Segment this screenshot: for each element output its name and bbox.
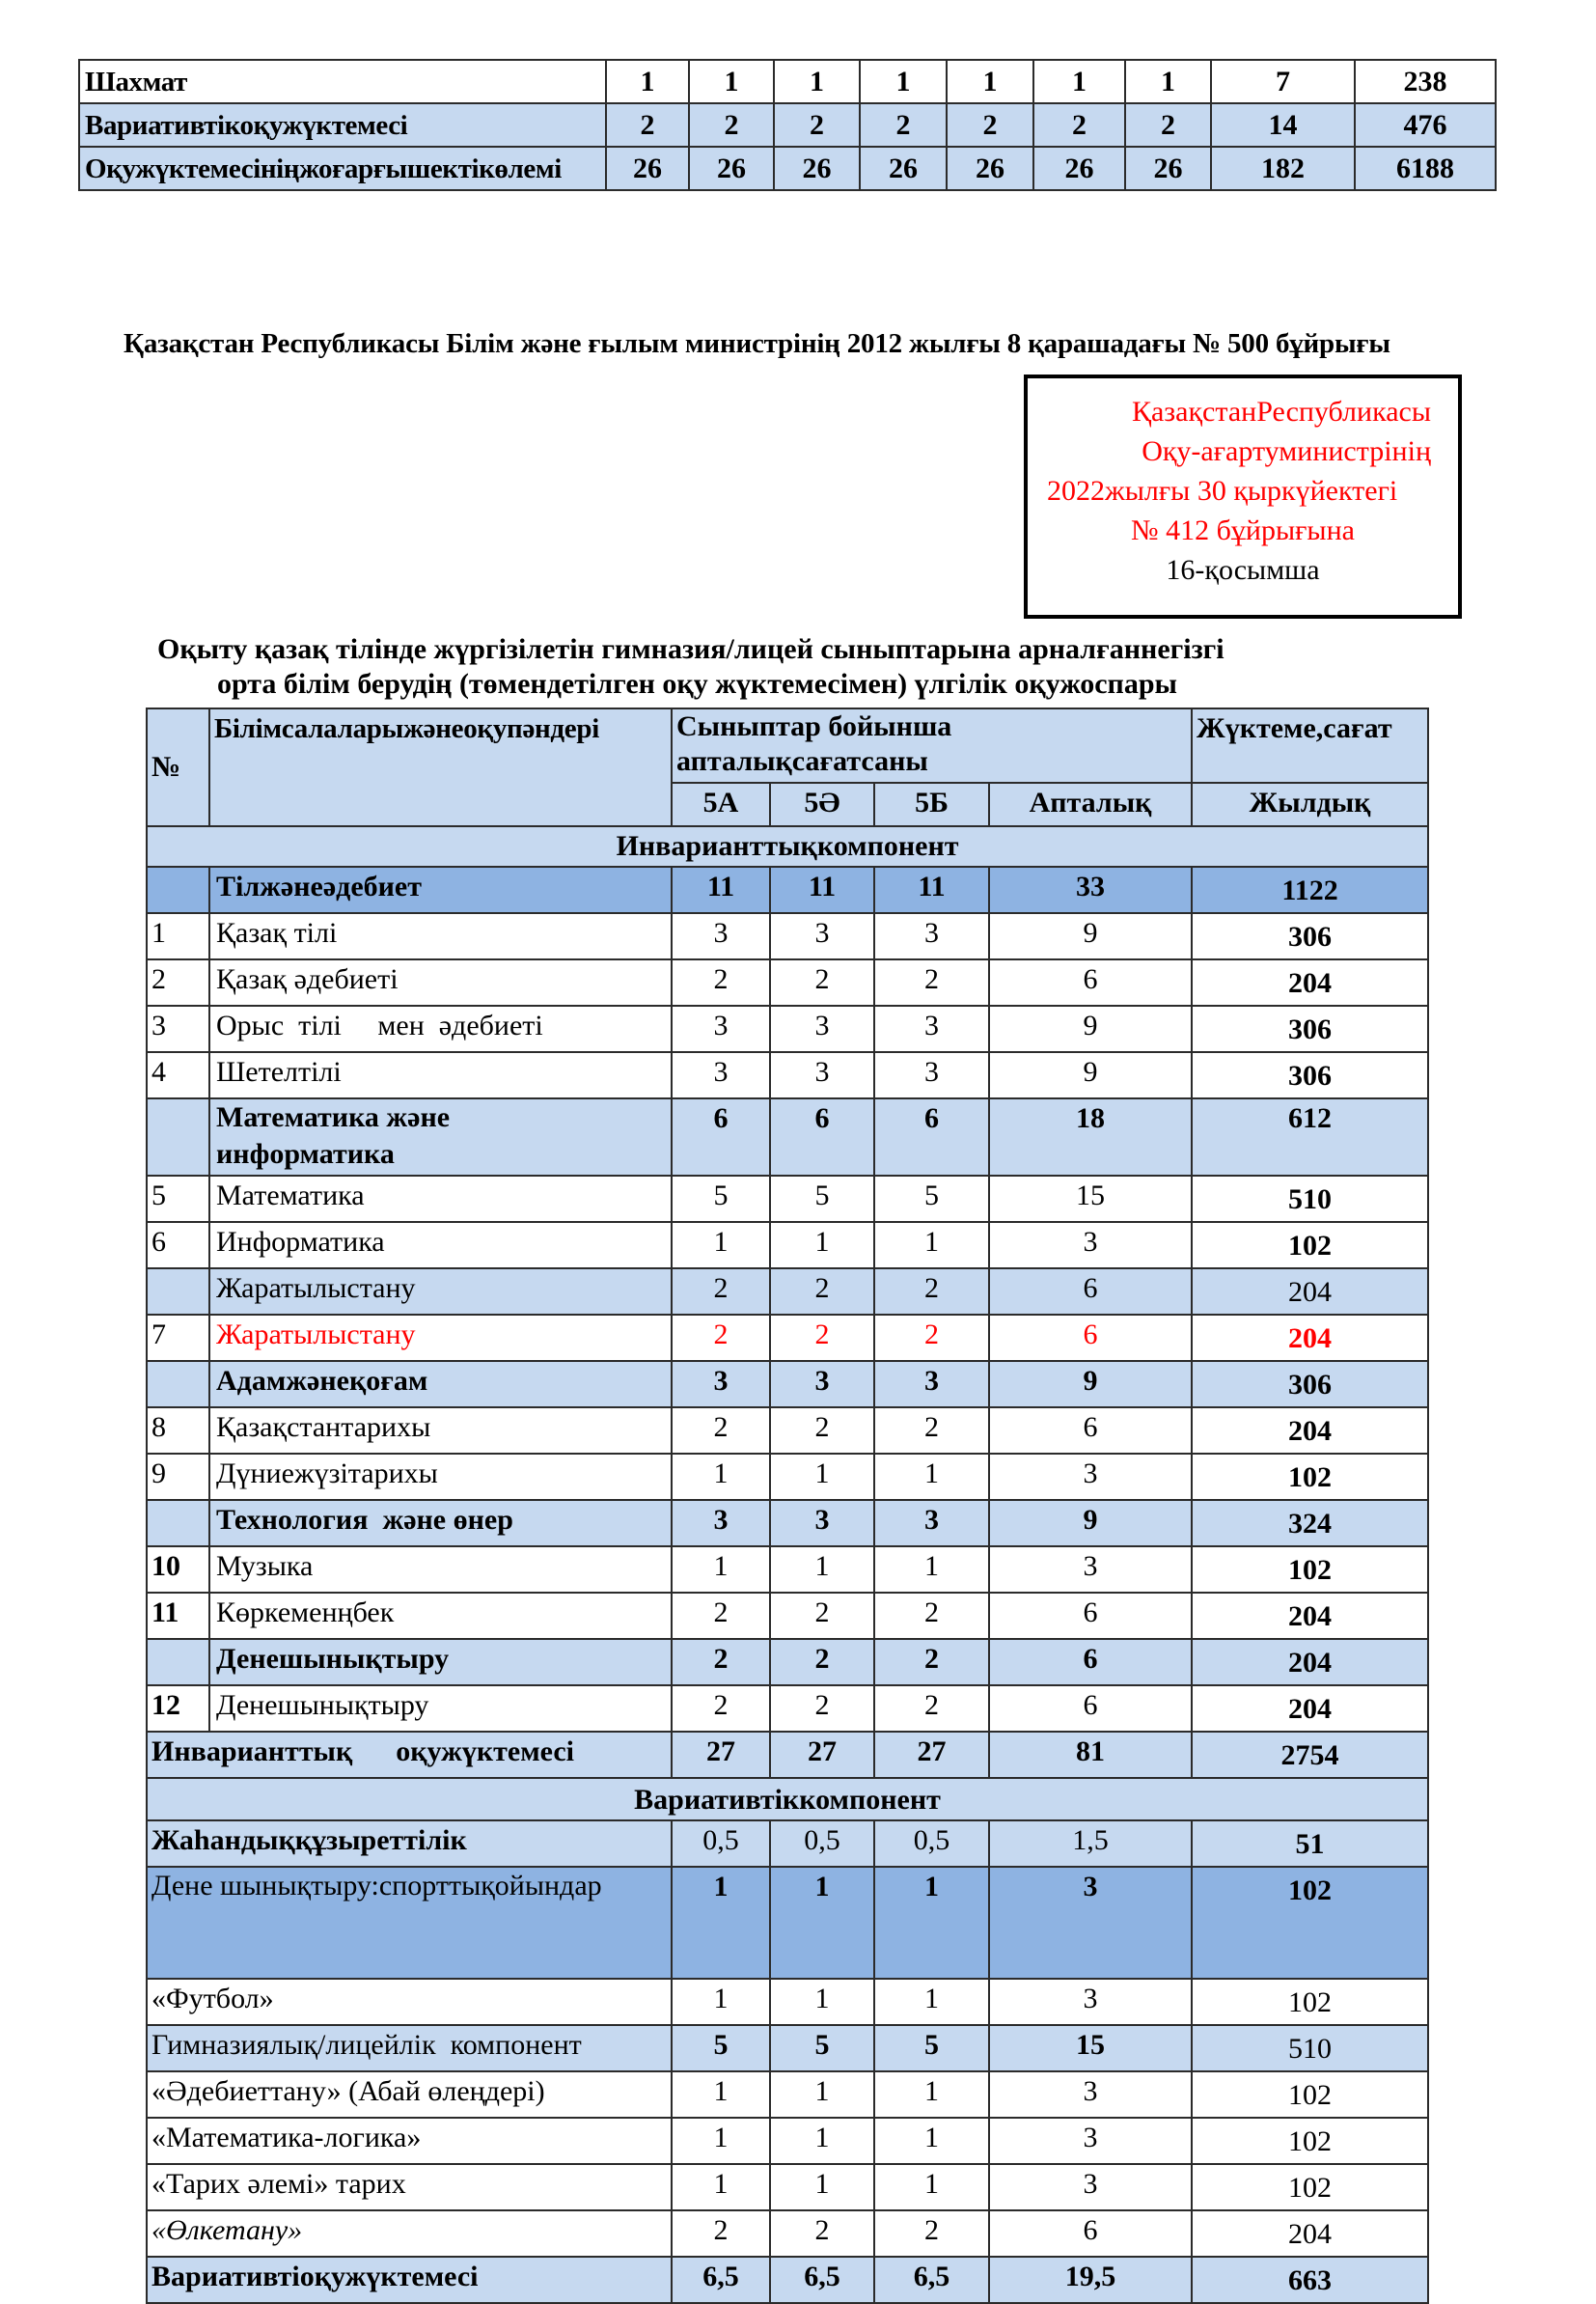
header-col-weekly: Апталық	[989, 783, 1192, 826]
cell-5b: 3	[874, 1361, 989, 1407]
variative-total-row	[147, 2257, 1428, 2303]
row-label: Вариативтікоқужүктемесі	[79, 103, 606, 147]
cell-5b: 1	[874, 2118, 989, 2164]
cell-5b: 1	[874, 1454, 989, 1500]
cell-5ae: 2	[770, 1593, 874, 1639]
cell-5a: 27	[672, 1732, 770, 1778]
cell-5ae: 1	[770, 1979, 874, 2025]
cell-5ae: 2	[770, 959, 874, 1006]
cell-5ae: 0,5	[770, 1820, 874, 1867]
row-num: 8	[147, 1407, 209, 1454]
cell-yearly: 51	[1192, 1820, 1428, 1867]
header-col-5ae: 5Ә	[770, 783, 874, 826]
cell-5b: 2	[874, 1639, 989, 1685]
cell-5ae: 3	[770, 1500, 874, 1546]
row-num: 3	[147, 1006, 209, 1052]
row-subject: Технология және өнер	[209, 1500, 672, 1546]
variative-row	[147, 2118, 1428, 2164]
top-row-max-load	[79, 147, 1496, 190]
cell-weekly: 33	[989, 867, 1192, 913]
row-subject: «Өлкетану»	[147, 2210, 672, 2257]
row-num	[147, 867, 209, 913]
cell-weekly: 15	[989, 2025, 1192, 2071]
cell: 2	[606, 103, 689, 147]
cell: 1	[774, 60, 860, 103]
row-num: 5	[147, 1176, 209, 1222]
cell: 1	[947, 60, 1033, 103]
row-subject: Гимназиялық/лицейлік компонент	[147, 2025, 672, 2071]
cell-5ae: 1	[770, 2118, 874, 2164]
cell-5b: 1	[874, 1867, 989, 1979]
cell-yearly: 306	[1192, 913, 1428, 959]
cell-5b: 6	[874, 1098, 989, 1176]
row-label: Шахмат	[79, 60, 606, 103]
cell-weekly: 6	[989, 959, 1192, 1006]
cell-5b: 1	[874, 2071, 989, 2118]
cell-weekly: 19,5	[989, 2257, 1192, 2303]
cell-weekly: 3	[989, 1867, 1192, 1979]
cell-yearly: 510	[1192, 1176, 1428, 1222]
cell-5a: 0,5	[672, 1820, 770, 1867]
cell-5b: 27	[874, 1732, 989, 1778]
table-row	[147, 913, 1428, 959]
cell: 2	[1033, 103, 1125, 147]
cell: 7	[1211, 60, 1355, 103]
row-subject: Информатика	[209, 1222, 672, 1268]
row-subject: Шетелтілі	[209, 1052, 672, 1098]
cell-5ae: 1	[770, 1867, 874, 1979]
cell-yearly: 204	[1192, 1407, 1428, 1454]
cell-weekly: 6	[989, 2210, 1192, 2257]
cell-yearly: 663	[1192, 2257, 1428, 2303]
cell-weekly: 6	[989, 1685, 1192, 1732]
cell-weekly: 6	[989, 1268, 1192, 1315]
cell-yearly: 102	[1192, 2164, 1428, 2210]
cell-5a: 1	[672, 2118, 770, 2164]
cell-weekly: 3	[989, 1979, 1192, 2025]
cell-5ae: 2	[770, 1315, 874, 1361]
cell-5a: 1	[672, 1454, 770, 1500]
row-subject: Орыс тілі мен әдебиеті	[209, 1006, 672, 1052]
cell-5ae: 1	[770, 1454, 874, 1500]
cell-yearly: 102	[1192, 1867, 1428, 1979]
cell-5ae: 2	[770, 1639, 874, 1685]
total-label: Вариативтіоқужүктемесі	[147, 2257, 672, 2303]
cell-yearly: 1122	[1192, 867, 1428, 913]
cell-weekly: 9	[989, 1500, 1192, 1546]
cell-yearly: 204	[1192, 1315, 1428, 1361]
cell: 2	[774, 103, 860, 147]
cell-yearly: 102	[1192, 2071, 1428, 2118]
cell-5b: 1	[874, 1222, 989, 1268]
cell: 26	[689, 147, 774, 190]
stamp-line: 2022жылғы 30 қыркүйектегі	[1047, 475, 1398, 507]
cell-5a: 1	[672, 1222, 770, 1268]
cell-weekly: 6	[989, 1407, 1192, 1454]
group-row-society	[147, 1361, 1428, 1407]
title-line-2: орта білім берудің (төмендетілген оқу жүктемесімен) үлгілік оқужоспары	[217, 668, 1177, 700]
title-line-1: Оқыту қазақ тілінде жүргізілетін гимназия/лицей сыныптарына арналғаннегізгі	[157, 633, 1225, 665]
table-row	[147, 1052, 1428, 1098]
cell-yearly: 204	[1192, 959, 1428, 1006]
document-title	[157, 632, 1225, 702]
cell-5a: 1	[672, 1867, 770, 1979]
row-subject	[147, 1867, 672, 1979]
cell-5b: 2	[874, 1685, 989, 1732]
cell-yearly: 306	[1192, 1006, 1428, 1052]
cell-5b: 3	[874, 913, 989, 959]
row-num: 11	[147, 1593, 209, 1639]
cell: 2	[860, 103, 947, 147]
cell-5a: 11	[672, 867, 770, 913]
group-row-pe	[147, 1639, 1428, 1685]
row-num: 4	[147, 1052, 209, 1098]
row-subject: Денешынықтыру	[209, 1639, 672, 1685]
cell: 2	[689, 103, 774, 147]
table-row	[147, 1176, 1428, 1222]
cell-yearly: 204	[1192, 1639, 1428, 1685]
cell-5b: 11	[874, 867, 989, 913]
group-row-science	[147, 1268, 1428, 1315]
sport-subject-text: Дене шынықтыру:спорттықойындар	[151, 1870, 602, 1901]
variative-row	[147, 2164, 1428, 2210]
row-subject: Қазақстантарихы	[209, 1407, 672, 1454]
cell-weekly: 15	[989, 1176, 1192, 1222]
cell-weekly: 9	[989, 1052, 1192, 1098]
header-col-5a: 5А	[672, 783, 770, 826]
cell-5ae: 1	[770, 1546, 874, 1593]
row-subject: Тілжәнеәдебиет	[209, 867, 672, 913]
cell: 26	[606, 147, 689, 190]
cell: 26	[1125, 147, 1211, 190]
cell-yearly: 102	[1192, 1546, 1428, 1593]
row-subject: Математика	[209, 1176, 672, 1222]
row-subject: Қазақ әдебиеті	[209, 959, 672, 1006]
header-col-yearly: Жылдық	[1192, 783, 1428, 826]
row-num	[147, 1500, 209, 1546]
cell-yearly: 102	[1192, 1222, 1428, 1268]
cell-5a: 1	[672, 1546, 770, 1593]
header-row	[147, 708, 1428, 783]
cell-5a: 6	[672, 1098, 770, 1176]
row-subject: Музыка	[209, 1546, 672, 1593]
cell-5a: 2	[672, 1315, 770, 1361]
variative-row-global	[147, 1820, 1428, 1867]
row-num: 6	[147, 1222, 209, 1268]
stamp-line: № 412 бұйрығына	[1131, 514, 1355, 546]
row-num: 1	[147, 913, 209, 959]
cell: 14	[1211, 103, 1355, 147]
cell-weekly: 81	[989, 1732, 1192, 1778]
cell: 476	[1355, 103, 1496, 147]
cell-5a: 5	[672, 1176, 770, 1222]
stamp-line: Оқу-ағартуминистрінің	[1142, 435, 1431, 467]
table-row	[147, 1593, 1428, 1639]
cell-5a: 2	[672, 1268, 770, 1315]
row-num	[147, 1268, 209, 1315]
top-row-chess	[79, 60, 1496, 103]
row-subject: Жаратылыстану	[209, 1268, 672, 1315]
cell: 1	[689, 60, 774, 103]
cell-5a: 3	[672, 1052, 770, 1098]
cell-5b: 1	[874, 2164, 989, 2210]
cell-weekly: 9	[989, 1006, 1192, 1052]
cell-5a: 5	[672, 2025, 770, 2071]
cell-weekly: 9	[989, 913, 1192, 959]
section-title: Вариативтіккомпонент	[147, 1778, 1428, 1820]
table-row	[147, 1222, 1428, 1268]
cell: 26	[947, 147, 1033, 190]
cell: 238	[1355, 60, 1496, 103]
row-num: 7	[147, 1315, 209, 1361]
row-subject: Дүниежүзітарихы	[209, 1454, 672, 1500]
cell-weekly: 6	[989, 1639, 1192, 1685]
cell-5ae: 27	[770, 1732, 874, 1778]
variative-row	[147, 2071, 1428, 2118]
cell-5a: 1	[672, 1979, 770, 2025]
top-row-variative-load	[79, 103, 1496, 147]
row-num: 9	[147, 1454, 209, 1500]
variative-row-football	[147, 1979, 1428, 2025]
cell-weekly: 3	[989, 1454, 1192, 1500]
cell-5b: 3	[874, 1052, 989, 1098]
table-row	[147, 1454, 1428, 1500]
cell-yearly: 102	[1192, 1979, 1428, 2025]
cell-5b: 2	[874, 1407, 989, 1454]
cell-5a: 2	[672, 1639, 770, 1685]
cell-yearly: 102	[1192, 2118, 1428, 2164]
row-subject: Жаһандыққұзыреттілік	[147, 1820, 672, 1867]
cell-5ae: 2	[770, 1407, 874, 1454]
row-subject: Көркеменңбек	[209, 1593, 672, 1639]
cell-5a: 6,5	[672, 2257, 770, 2303]
cell-yearly: 510	[1192, 2025, 1428, 2071]
cell-5a: 1	[672, 2164, 770, 2210]
cell-yearly: 306	[1192, 1052, 1428, 1098]
cell-5a: 2	[672, 959, 770, 1006]
cell: 1	[606, 60, 689, 103]
curriculum-table	[146, 708, 1429, 2304]
cell-weekly: 1,5	[989, 1820, 1192, 1867]
cell-5ae: 3	[770, 1052, 874, 1098]
cell-yearly: 204	[1192, 1685, 1428, 1732]
cell-weekly: 9	[989, 1361, 1192, 1407]
cell-5a: 2	[672, 1593, 770, 1639]
cell-5ae: 3	[770, 913, 874, 959]
table-row-highlighted	[147, 1315, 1428, 1361]
cell: 26	[1033, 147, 1125, 190]
cell-5b: 0,5	[874, 1820, 989, 1867]
cell: 1	[1033, 60, 1125, 103]
top-summary-table	[78, 59, 1497, 191]
cell: 26	[774, 147, 860, 190]
cell-5ae: 2	[770, 2210, 874, 2257]
cell-yearly: 306	[1192, 1361, 1428, 1407]
cell-5ae: 3	[770, 1006, 874, 1052]
header-load: Жүктеме,сағат	[1192, 708, 1428, 783]
stamp-line: ҚазақстанРеспубликасы	[1131, 396, 1431, 428]
cell: 1	[860, 60, 947, 103]
variative-row-sport	[147, 1867, 1428, 1979]
cell-5a: 3	[672, 1361, 770, 1407]
cell-yearly: 204	[1192, 1268, 1428, 1315]
cell-5b: 3	[874, 1500, 989, 1546]
cell-5ae: 5	[770, 2025, 874, 2071]
cell-5b: 1	[874, 1979, 989, 2025]
cell-5ae: 1	[770, 2164, 874, 2210]
cell: 26	[860, 147, 947, 190]
cell-weekly: 3	[989, 1546, 1192, 1593]
cell: 2	[947, 103, 1033, 147]
cell: 182	[1211, 147, 1355, 190]
cell-yearly: 2754	[1192, 1732, 1428, 1778]
cell-weekly: 3	[989, 2071, 1192, 2118]
cell-5ae: 2	[770, 1268, 874, 1315]
row-subject: «Әдебиеттану» (Абай өлеңдері)	[147, 2071, 672, 2118]
order-reference: Қазақстан Республикасы Білім және ғылым министрінің 2012 жылғы 8 қарашадағы № 500 бұйрығы	[124, 328, 1390, 359]
cell-5b: 2	[874, 1268, 989, 1315]
row-subject: Жаратылыстану	[209, 1315, 672, 1361]
header-subject: Білімсалаларыжәнеоқупәндері	[209, 708, 672, 826]
cell-5a: 3	[672, 913, 770, 959]
cell-5ae: 1	[770, 2071, 874, 2118]
row-num	[147, 1361, 209, 1407]
cell-weekly: 6	[989, 1593, 1192, 1639]
row-num: 12	[147, 1685, 209, 1732]
cell-5a: 1	[672, 2071, 770, 2118]
appendix-stamp	[1024, 375, 1462, 619]
cell-5b: 2	[874, 1315, 989, 1361]
cell-5b: 5	[874, 1176, 989, 1222]
header-num: №	[147, 708, 209, 826]
cell-weekly: 3	[989, 2164, 1192, 2210]
invariant-total-row	[147, 1732, 1428, 1778]
cell: 2	[1125, 103, 1211, 147]
row-num	[147, 1098, 209, 1176]
table-row	[147, 1685, 1428, 1732]
row-subject: Денешынықтыру	[209, 1685, 672, 1732]
row-subject: «Математика-логика»	[147, 2118, 672, 2164]
cell-5a: 2	[672, 1407, 770, 1454]
total-label: Инварианттық оқужүктемесі	[147, 1732, 672, 1778]
cell-weekly: 3	[989, 1222, 1192, 1268]
cell-5ae: 6,5	[770, 2257, 874, 2303]
table-row	[147, 1546, 1428, 1593]
cell-5a: 3	[672, 1500, 770, 1546]
cell-5a: 3	[672, 1006, 770, 1052]
cell-5ae: 11	[770, 867, 874, 913]
row-subject: Математика және информатика	[209, 1098, 672, 1176]
row-num	[147, 1639, 209, 1685]
section-variative	[147, 1778, 1428, 1820]
variative-row-gymnasium	[147, 2025, 1428, 2071]
row-subject: Адамжәнеқоғам	[209, 1361, 672, 1407]
header-weekly-hours: Сыныптар бойынша апталықсағатсаны	[672, 708, 1192, 783]
table-row	[147, 1006, 1428, 1052]
cell-5ae: 5	[770, 1176, 874, 1222]
row-subject: «Футбол»	[147, 1979, 672, 2025]
cell-weekly: 18	[989, 1098, 1192, 1176]
cell-5ae: 3	[770, 1361, 874, 1407]
table-row	[147, 959, 1428, 1006]
cell-weekly: 6	[989, 1315, 1192, 1361]
cell-5ae: 6	[770, 1098, 874, 1176]
section-invariant	[147, 826, 1428, 867]
row-subject: Қазақ тілі	[209, 913, 672, 959]
cell-5ae: 1	[770, 1222, 874, 1268]
group-row-language	[147, 867, 1428, 913]
table-row	[147, 1407, 1428, 1454]
cell-yearly: 204	[1192, 2210, 1428, 2257]
cell-5b: 5	[874, 2025, 989, 2071]
cell: 6188	[1355, 147, 1496, 190]
cell: 1	[1125, 60, 1211, 103]
cell-5b: 3	[874, 1006, 989, 1052]
appendix-number: 16-қосымша	[1166, 554, 1320, 586]
row-label: Оқужүктемесініңжоғарғышектікөлемі	[79, 147, 606, 190]
cell-yearly: 324	[1192, 1500, 1428, 1546]
cell-weekly: 3	[989, 2118, 1192, 2164]
group-row-technology	[147, 1500, 1428, 1546]
variative-row	[147, 2210, 1428, 2257]
cell-yearly: 612	[1192, 1098, 1428, 1176]
cell-5a: 2	[672, 2210, 770, 2257]
cell-5b: 2	[874, 959, 989, 1006]
section-title: Инварианттықкомпонент	[147, 826, 1428, 867]
row-num: 2	[147, 959, 209, 1006]
cell-yearly: 102	[1192, 1454, 1428, 1500]
cell-5a: 2	[672, 1685, 770, 1732]
cell-5b: 2	[874, 2210, 989, 2257]
cell-yearly: 204	[1192, 1593, 1428, 1639]
header-col-5b: 5Б	[874, 783, 989, 826]
cell-5b: 2	[874, 1593, 989, 1639]
cell-5ae: 2	[770, 1685, 874, 1732]
row-num: 10	[147, 1546, 209, 1593]
row-subject: «Тарих әлемі» тарих	[147, 2164, 672, 2210]
group-row-math	[147, 1098, 1428, 1176]
cell-5b: 1	[874, 1546, 989, 1593]
cell-5b: 6,5	[874, 2257, 989, 2303]
